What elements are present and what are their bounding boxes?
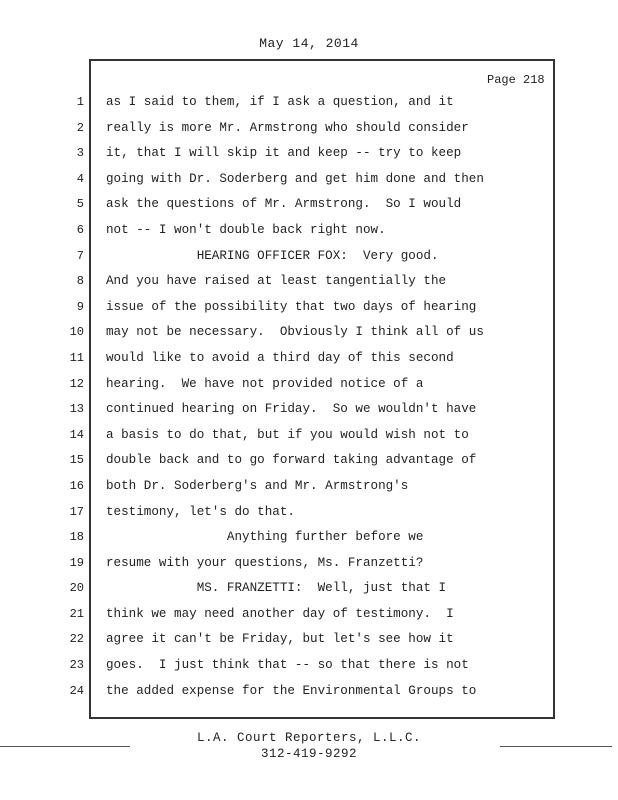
transcript-line: Anything further before we — [106, 530, 424, 545]
transcript-line: continued hearing on Friday. So we wouldn't have — [106, 402, 477, 417]
transcript-line: not -- I won't double back right now. — [106, 222, 386, 237]
court-reporter-phone: 312-419-9292 — [260, 747, 357, 761]
transcript-line: as I said to them, if I ask a question, and it — [106, 95, 454, 109]
line-number: 21 — [69, 606, 84, 621]
transcript-line: HEARING OFFICER FOX: Very good. — [106, 248, 439, 263]
page-number: Page 218 — [487, 73, 545, 87]
transcript-line: a basis to do that, but if you would wish not to — [106, 427, 469, 442]
line-number: 6 — [76, 222, 84, 237]
court-reporter-name: L.A. Court Reporters, L.L.C. — [196, 731, 422, 745]
line-number: 23 — [69, 658, 84, 673]
transcript-date: May 14, 2014 — [259, 36, 359, 51]
line-number: 9 — [76, 299, 84, 314]
transcript-line: MS. FRANZETTI: Well, just that I — [106, 581, 447, 596]
transcript-line: ask the questions of Mr. Armstrong. So I would — [106, 197, 462, 212]
line-number: 12 — [69, 376, 84, 391]
line-number: 1 — [76, 95, 84, 109]
transcript-line: issue of the possibility that two days of hearing — [106, 299, 477, 314]
line-number: 11 — [69, 350, 84, 365]
transcript-body — [106, 90, 546, 704]
line-number: 5 — [76, 197, 84, 212]
line-number: 19 — [69, 555, 84, 570]
transcript-line: would like to avoid a third day of this second — [106, 350, 454, 365]
line-number: 17 — [69, 504, 84, 519]
line-number: 16 — [69, 478, 84, 493]
transcript-line: both Dr. Soderberg's and Mr. Armstrong's — [106, 478, 409, 493]
transcript-line: double back and to go forward taking advantage of — [106, 453, 477, 468]
line-number: 18 — [69, 530, 84, 545]
line-number: 7 — [76, 248, 84, 263]
transcript-line: testimony, let's do that. — [106, 504, 295, 519]
line-number: 24 — [69, 683, 84, 698]
transcript-line: goes. I just think that -- so that there is not — [106, 658, 469, 673]
line-number-column — [60, 90, 84, 704]
line-number: 8 — [76, 274, 84, 289]
transcript-line: the added expense for the Environmental Groups to — [106, 683, 477, 698]
line-number: 22 — [69, 632, 84, 647]
line-number: 13 — [69, 402, 84, 417]
transcript-line: really is more Mr. Armstrong who should consider — [106, 120, 469, 135]
transcript-line: think we may need another day of testimony. I — [106, 606, 454, 621]
transcript-line: going with Dr. Soderberg and get him done and then — [106, 171, 484, 186]
line-number: 10 — [69, 325, 84, 340]
line-number: 20 — [69, 581, 84, 596]
line-number: 14 — [69, 427, 84, 442]
line-number: 4 — [76, 171, 84, 186]
transcript-line: agree it can't be Friday, but let's see how it — [106, 632, 454, 647]
line-number: 3 — [76, 146, 84, 161]
transcript-line: hearing. We have not provided notice of a — [106, 376, 424, 391]
transcript-line: may not be necessary. Obviously I think all of us — [106, 325, 484, 340]
line-number: 15 — [69, 453, 84, 468]
transcript-line: resume with your questions, Ms. Franzetti? — [106, 555, 424, 570]
transcript-line: And you have raised at least tangentially the — [106, 274, 447, 289]
line-number: 2 — [76, 120, 84, 135]
page-footer — [0, 730, 618, 762]
transcript-line: it, that I will skip it and keep -- try to keep — [106, 146, 462, 161]
